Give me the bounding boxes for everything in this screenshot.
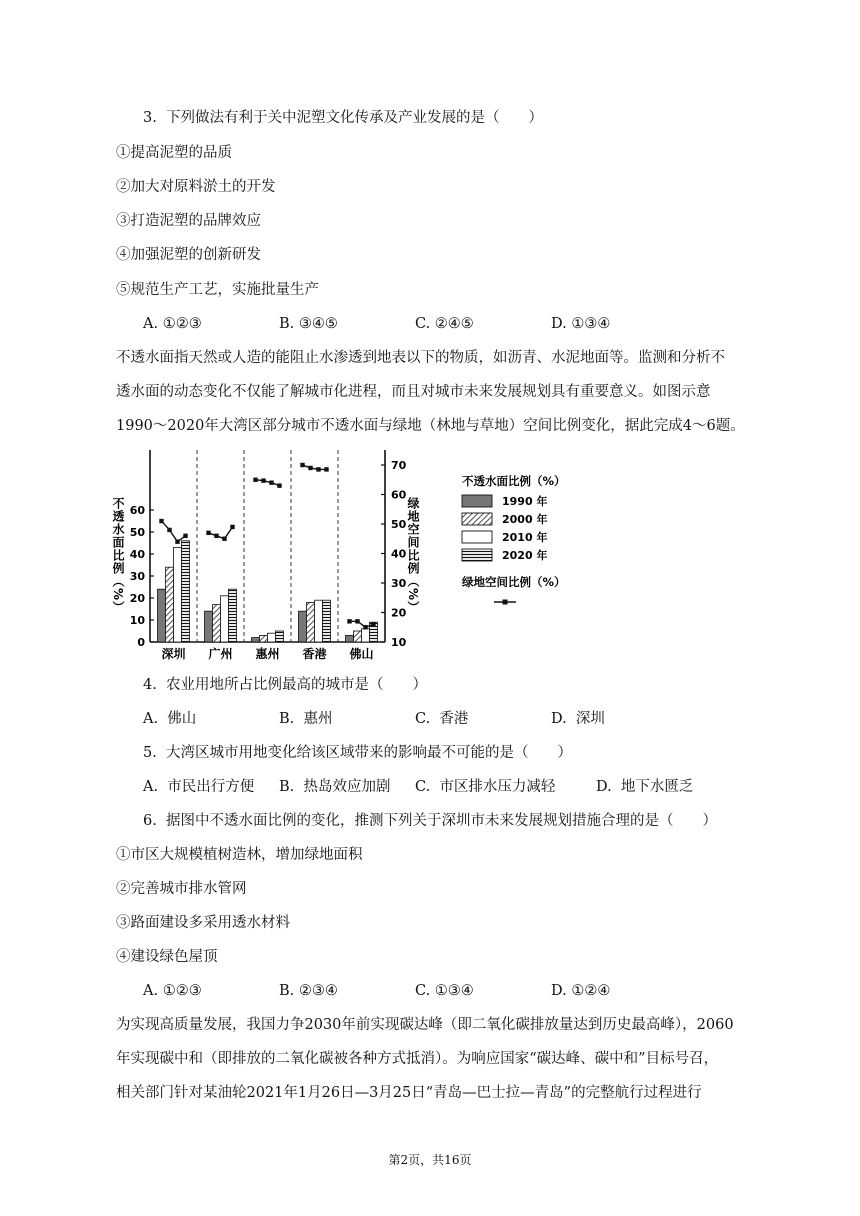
legend-label: 2020 年 bbox=[502, 549, 548, 562]
left-tick-label: 50 bbox=[129, 526, 145, 539]
bar bbox=[158, 589, 166, 642]
green-space-point bbox=[300, 463, 304, 467]
bar bbox=[213, 605, 221, 642]
category-label: 香港 bbox=[302, 647, 327, 661]
green-space-point bbox=[230, 525, 234, 529]
q4-stem: 4. 农业用地所占比例最高的城市是（ ） bbox=[143, 677, 428, 693]
q3-item-1: ①提高泥塑的品质 bbox=[116, 145, 232, 161]
legend-title: 不透水面比例（%） bbox=[462, 474, 566, 488]
green-space-line bbox=[256, 480, 280, 486]
right-tick-label: 40 bbox=[391, 547, 407, 561]
legend-swatch bbox=[462, 513, 492, 525]
green-space-point bbox=[253, 478, 257, 482]
bar bbox=[260, 635, 268, 642]
right-tick-label: 30 bbox=[391, 577, 407, 590]
legend-label: 2000 年 bbox=[502, 513, 548, 526]
q5-option-a: A. 市民出行方便 bbox=[143, 779, 255, 795]
intro2-line-3: 相关部门针对某油轮2021年1月26日—3月25日“青岛—巴士拉—青岛”的完整航行过程进行 bbox=[116, 1085, 702, 1101]
q6-item-3: ③路面建设多采用透水材料 bbox=[116, 915, 290, 931]
green-space-point bbox=[316, 467, 320, 471]
q5-stem: 5. 大湾区城市用地变化给该区域带来的影响最不可能的是（ ） bbox=[143, 745, 573, 761]
green-space-point bbox=[269, 481, 273, 485]
q3-option-d: D. ①③④ bbox=[551, 316, 611, 332]
bar bbox=[299, 611, 307, 642]
q6-item-2: ②完善城市排水管网 bbox=[116, 881, 247, 897]
green-space-point bbox=[371, 622, 375, 626]
legend-swatch bbox=[462, 495, 492, 507]
category-label: 佛山 bbox=[349, 647, 374, 661]
q4-option-b: B. 惠州 bbox=[279, 711, 333, 727]
q5-option-c: C. 市区排水压力减轻 bbox=[415, 779, 556, 795]
left-tick-label: 40 bbox=[129, 548, 145, 561]
green-space-point bbox=[175, 540, 179, 544]
left-tick-label: 10 bbox=[129, 614, 145, 627]
intro2-line-1: 为实现高质量发展，我国力争2030年前实现碳达峰（即二氧化碳排放量达到历史最高峰），2060 bbox=[116, 1017, 734, 1033]
green-space-point bbox=[308, 466, 312, 470]
intro1-line-3: 1990～2020年大湾区部分城市不透水面与绿地（林地与草地）空间比例变化，据此完成4～6题。 bbox=[116, 418, 745, 434]
category-label: 广州 bbox=[208, 647, 233, 661]
green-space-point bbox=[214, 534, 218, 538]
bar bbox=[221, 596, 229, 642]
bar bbox=[323, 600, 331, 642]
q5-option-d: D. 地下水匮乏 bbox=[596, 779, 694, 795]
right-tick-label: 70 bbox=[391, 459, 407, 472]
bar bbox=[315, 600, 323, 642]
green-space-point bbox=[183, 534, 187, 538]
green-space-line bbox=[303, 465, 327, 469]
q6-option-a: A. ①②③ bbox=[143, 983, 202, 999]
bar bbox=[276, 631, 284, 642]
bar bbox=[229, 589, 237, 642]
q4-option-d: D. 深圳 bbox=[551, 711, 605, 727]
bar bbox=[252, 638, 260, 642]
bar bbox=[182, 541, 190, 642]
bar bbox=[307, 602, 315, 642]
intro2-line-2: 年实现碳中和（即排放的二氧化碳被各种方式抵消）。为响应国家“碳达峰、碳中和”目标号召， bbox=[116, 1051, 719, 1067]
q3-item-5: ⑤规范生产工艺，实施批量生产 bbox=[116, 282, 319, 298]
impervious-green-chart bbox=[110, 445, 600, 670]
right-tick-label: 60 bbox=[391, 488, 407, 502]
q3-item-2: ②加大对原料淤土的开发 bbox=[116, 179, 276, 195]
q6-option-d: D. ①②④ bbox=[551, 983, 611, 999]
legend-line-marker bbox=[503, 600, 508, 605]
left-tick-label: 30 bbox=[129, 570, 145, 583]
green-space-point bbox=[159, 519, 163, 523]
q3-option-b: B. ③④⑤ bbox=[279, 316, 338, 332]
legend-label: 1990 年 bbox=[502, 495, 548, 508]
q6-option-c: C. ①③④ bbox=[415, 983, 474, 999]
left-tick-label: 20 bbox=[129, 592, 145, 605]
q3-item-4: ④加强泥塑的创新研发 bbox=[116, 247, 261, 263]
right-axis-label: 绿地空间比例（%） bbox=[406, 497, 420, 615]
bar bbox=[205, 611, 213, 642]
green-space-line bbox=[209, 527, 233, 539]
legend-swatch bbox=[462, 531, 492, 543]
right-tick-label: 50 bbox=[391, 518, 407, 531]
green-space-point bbox=[167, 528, 171, 532]
green-space-point bbox=[347, 619, 351, 623]
q6-option-b: B. ②③④ bbox=[279, 983, 338, 999]
legend-swatch bbox=[462, 549, 492, 561]
right-tick-label: 20 bbox=[391, 606, 407, 620]
bar bbox=[354, 631, 362, 642]
green-space-point bbox=[261, 478, 265, 482]
green-space-point bbox=[363, 625, 367, 629]
q6-item-1: ①市区大规模植树造林，增加绿地面积 bbox=[116, 847, 363, 863]
green-space-point bbox=[324, 467, 328, 471]
q6-item-4: ④建设绿色屋顶 bbox=[116, 949, 218, 965]
left-tick-label: 0 bbox=[137, 636, 145, 649]
left-axis-label: 不透水面比例（%） bbox=[111, 497, 125, 615]
q3-option-c: C. ②④⑤ bbox=[415, 316, 474, 332]
q4-option-a: A. 佛山 bbox=[143, 711, 197, 727]
green-space-point bbox=[206, 531, 210, 535]
green-space-point bbox=[222, 537, 226, 541]
green-space-point bbox=[355, 619, 359, 623]
bar bbox=[174, 547, 182, 642]
q3-option-a: A. ①②③ bbox=[143, 316, 202, 332]
bar bbox=[268, 633, 276, 642]
left-tick-label: 60 bbox=[129, 504, 145, 517]
intro1-line-1: 不透水面指天然或人造的能阻止水渗透到地表以下的物质，如沥青、水泥地面等。监测和分析不 bbox=[116, 350, 725, 366]
green-space-point bbox=[277, 483, 281, 487]
bar bbox=[346, 635, 354, 642]
right-tick-label: 10 bbox=[391, 636, 407, 649]
category-label: 惠州 bbox=[255, 647, 280, 661]
green-space-line bbox=[162, 521, 186, 542]
q3-item-3: ③打造泥塑的品牌效应 bbox=[116, 213, 261, 229]
q3-stem: 3. 下列做法有利于关中泥塑文化传承及产业发展的是（ ） bbox=[143, 110, 544, 126]
intro1-line-2: 透水面的动态变化不仅能了解城市化进程，而且对城市未来发展规划具有重要意义。如图示意 bbox=[116, 384, 711, 400]
q6-stem: 6. 据图中不透水面比例的变化，推测下列关于深圳市未来发展规划措施合理的是（ ） bbox=[143, 813, 718, 829]
q4-option-c: C. 香港 bbox=[415, 711, 469, 727]
legend-label: 2010 年 bbox=[502, 531, 548, 544]
category-label: 深圳 bbox=[161, 647, 186, 661]
q5-option-b: B. 热岛效应加剧 bbox=[279, 779, 391, 795]
bar bbox=[166, 567, 174, 642]
bar bbox=[362, 629, 370, 642]
legend-line-title: 绿地空间比例（%） bbox=[462, 575, 566, 589]
page-footer: 第2页，共16页 bbox=[388, 1153, 472, 1167]
